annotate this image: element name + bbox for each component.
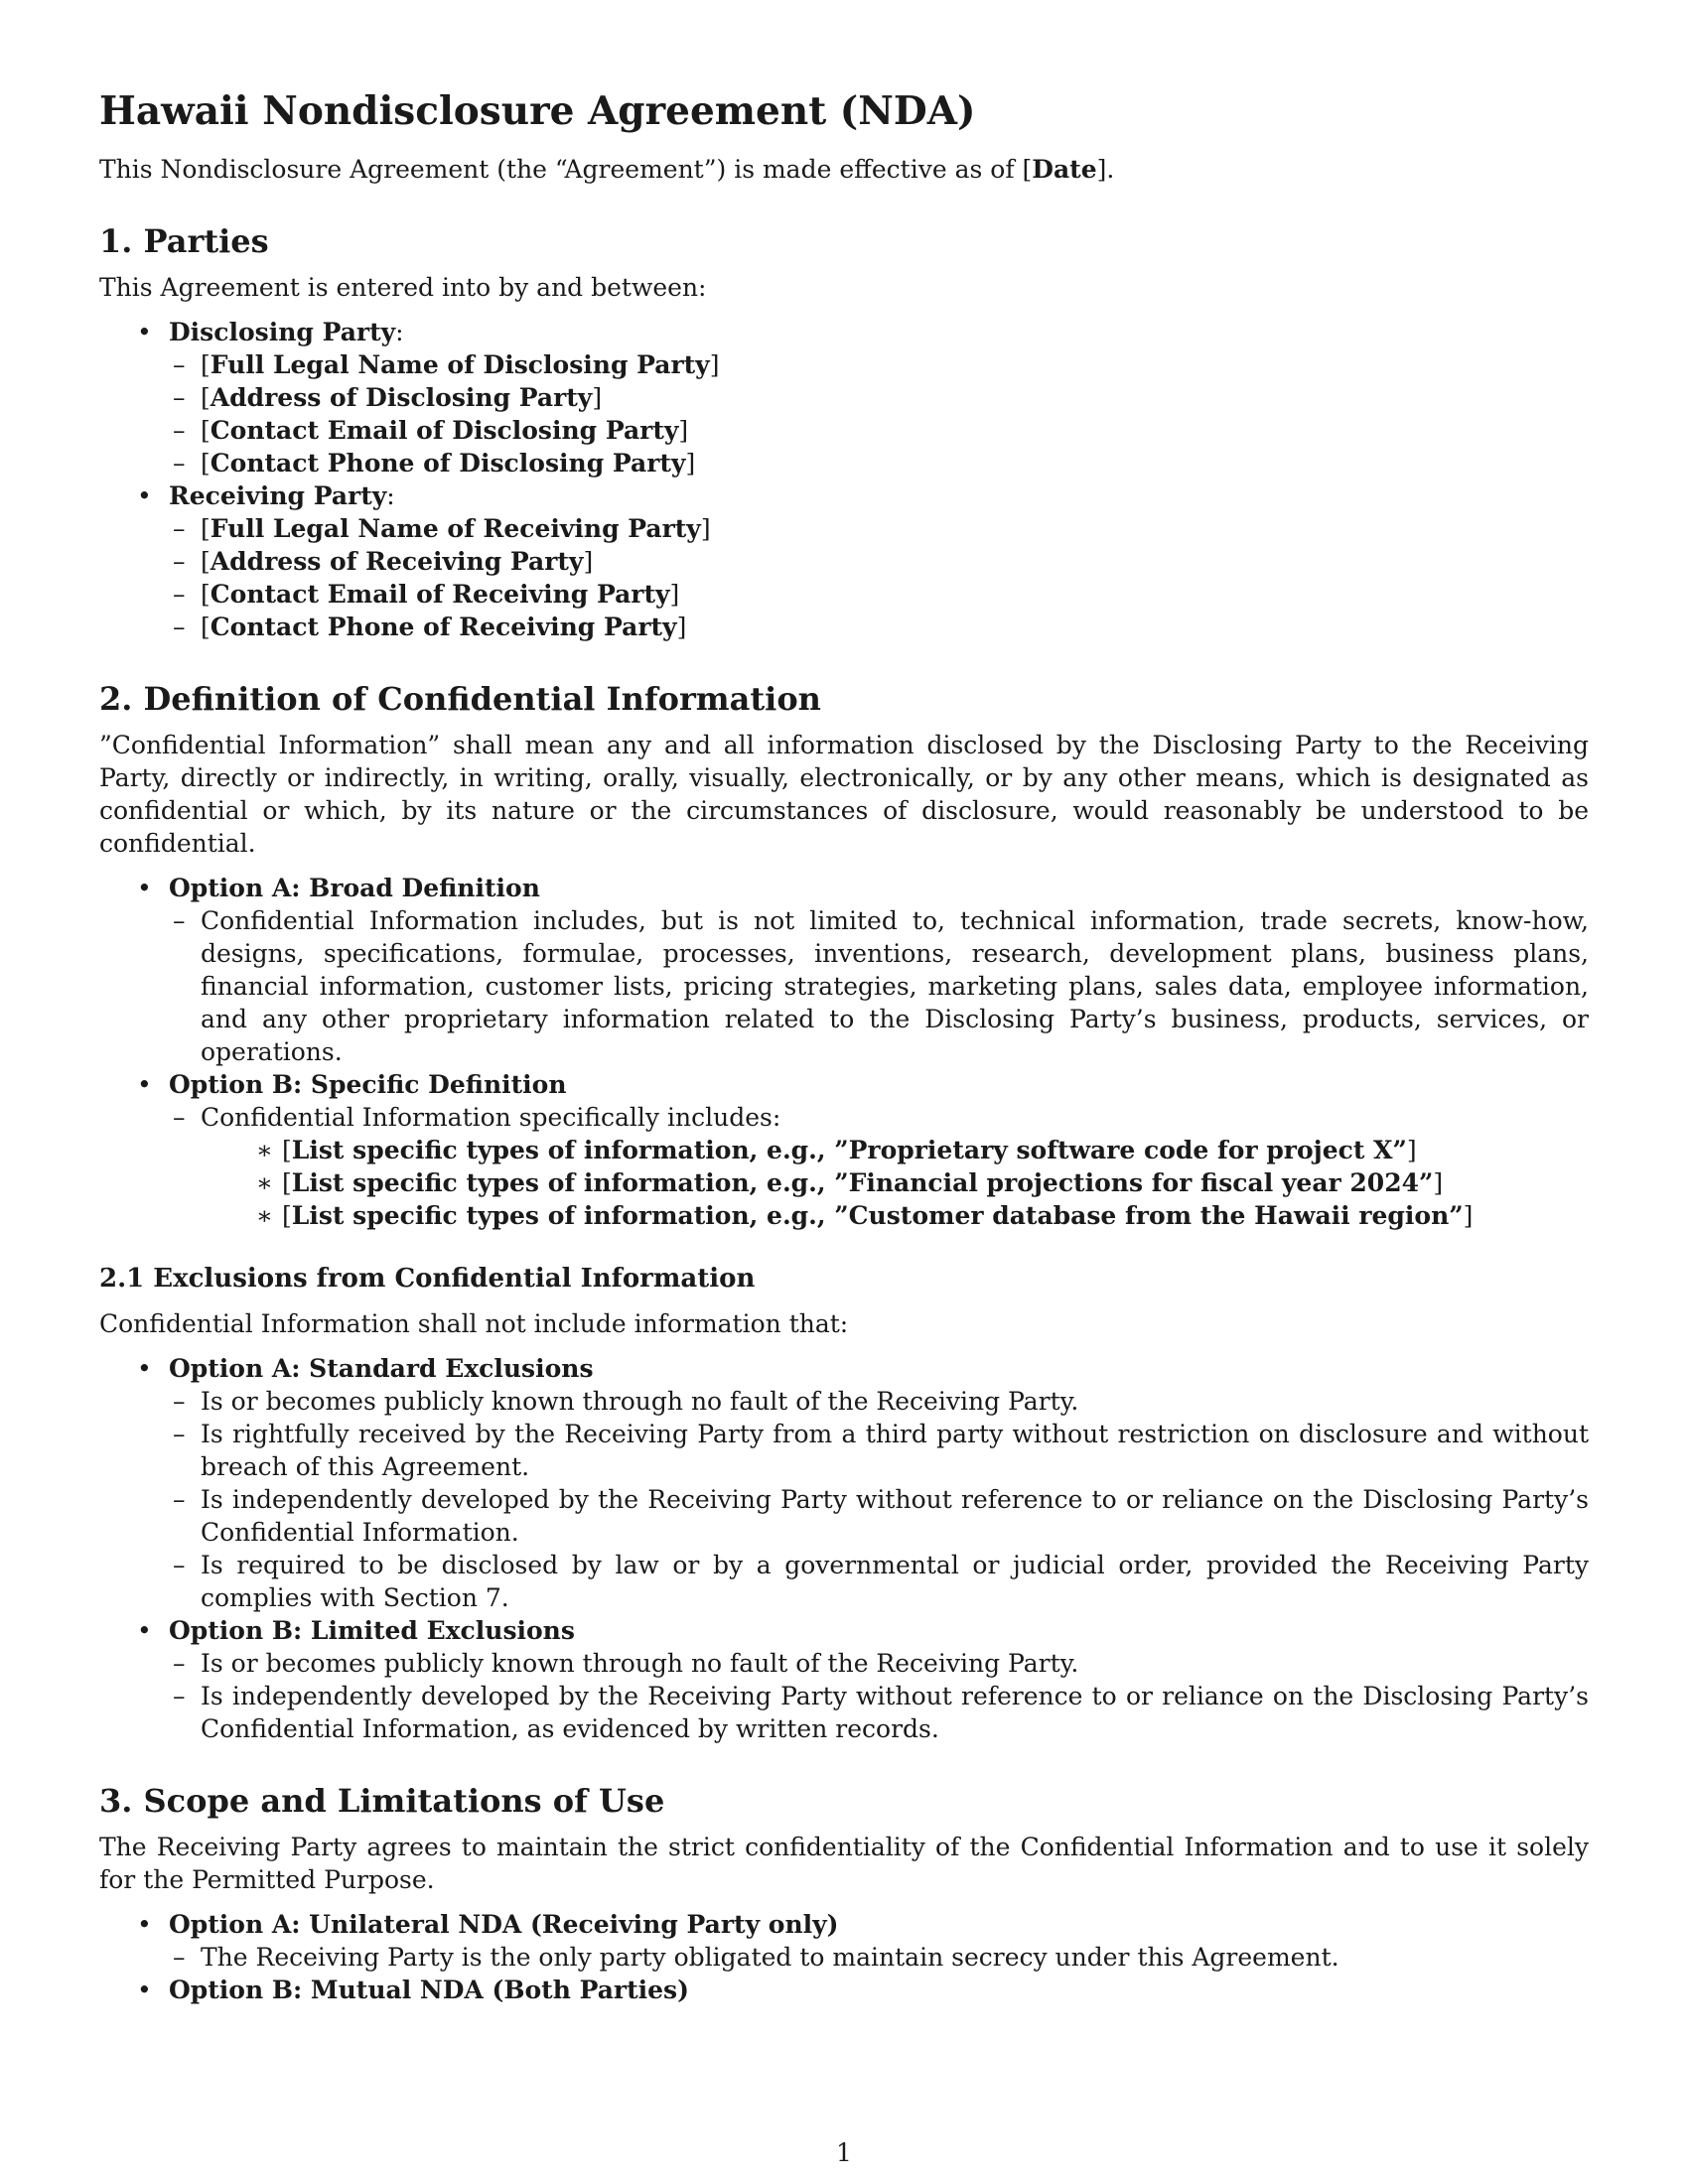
option-label: Option A: Unilateral NDA (Receiving Party only) [169,1910,839,1939]
list-item: • Receiving Party: – [Full Legal Name of Receiving Party] – [Address of Receiving Party] – [Contact Email of Receiving Party] – [Contact Phone of Receiving Party] [99,479,1589,643]
option-label: Option A: Standard Exclusions [169,1354,594,1383]
option-label: Option A: Broad Definition [169,874,540,902]
list-item: ∗ [List specific types of information, e.g., ”Proprietary software code for project X”] [201,1134,1589,1166]
placeholder: List specific types of information, e.g., ”Financial projections for fiscal year 2024” [291,1168,1434,1197]
list-item: – Is rightfully received by the Receiving Party from a third party without restriction on disclosure and without breach of this Agreement. [169,1418,1589,1483]
section-2-1-intro: Confidential Information shall not include information that: [99,1309,849,1338]
list-item: – Confidential Information includes, but is not limited to, technical information, trade secrets, know-how, designs, specifications, formulae, processes, inventions, research, development plans, business plans, financial information, customer lists, pricing strategies, marketing plans, sales data, employee information, and any other proprietary information related to the Disclosing Party’s business, products, services, or operations. [169,904,1589,1068]
scope-options-list [99,1908,1589,2006]
date-placeholder: Date [1032,155,1097,184]
list-item: – [Contact Phone of Disclosing Party] [169,447,1589,479]
intro-paragraph: This Nondisclosure Agreement (the “Agreement”) is made effective as of [Date]. [99,155,1115,184]
list-item: • Disclosing Party: – [Full Legal Name of Disclosing Party] – [Address of Disclosing Party] – [Contact Email of Disclosing Party] – [Contact Phone of Disclosing Party] [99,316,1589,479]
list-item [99,1068,1589,1232]
list-item: – [Contact Phone of Receiving Party] [169,611,1589,643]
intro-text: This Nondisclosure Agreement (the “Agreement”) is made effective as of [99,155,1023,184]
section-3-paragraph: The Receiving Party agrees to maintain the strict confidentiality of the Confidential Information and to use it solely for the Permitted Purpose. [99,1833,1589,1894]
receiving-party-label: Receiving Party [169,481,387,510]
option-details [169,1941,1589,1974]
disclosing-party-label: Disclosing Party [169,318,396,346]
list-item [99,1352,1589,1614]
placeholder: Address of Disclosing Party [210,383,593,412]
placeholder: Contact Email of Disclosing Party [210,416,679,445]
placeholder: List specific types of information, e.g., ”Proprietary software code for project X” [291,1136,1407,1164]
list-item: – Is independently developed by the Receiving Party without reference to or reliance on the Disclosing Party’s Confidential Information. [169,1483,1589,1549]
option-details [169,1647,1589,1745]
list-item: – [Contact Email of Disclosing Party] [169,414,1589,447]
placeholder: Full Legal Name of Receiving Party [210,514,701,543]
document-title: Hawaii Nondisclosure Agreement (NDA) [99,88,976,134]
placeholder: Contact Phone of Receiving Party [210,613,677,641]
option-label: Option B: Mutual NDA (Both Parties) [169,1976,689,2004]
list-item: – Is or becomes publicly known through no fault of the Receiving Party. [169,1385,1589,1418]
list-item: – [Full Legal Name of Disclosing Party] [169,348,1589,381]
placeholder: Contact Phone of Disclosing Party [210,449,686,478]
list-item [99,1908,1589,1974]
list-item: ∗ [List specific types of information, e.g., ”Customer database from the Hawaii region”] [201,1199,1589,1232]
disclosing-party-details [169,348,1589,479]
list-item [99,872,1589,1068]
list-item: – [Contact Email of Receiving Party] [169,578,1589,611]
option-label: Option B: Specific Definition [169,1070,567,1099]
list-item: – Is required to be disclosed by law or by a governmental or judicial order, provided the Receiving Party complies with Section 7. [169,1549,1589,1614]
option-label: Option B: Limited Exclusions [169,1616,575,1645]
list-item: – Is or becomes publicly known through no fault of the Receiving Party. [169,1647,1589,1680]
placeholder: Contact Email of Receiving Party [210,580,670,609]
section-3-heading: 3. Scope and Limitations of Use [99,1782,665,1820]
section-1-intro: This Agreement is entered into by and between: [99,273,707,302]
placeholder: Address of Receiving Party [210,547,584,576]
section-2-heading: 2. Definition of Confidential Information [99,680,821,718]
list-item: – [Address of Receiving Party] [169,545,1589,578]
parties-list [99,316,1589,643]
document-page [99,87,1589,2016]
section-2-paragraph: ”Confidential Information” shall mean any and all information disclosed by the Disclosing Party to the Receiving Party, directly or indirectly, in writing, orally, visually, electronically, or by any other means, which is designated as confidential or which, by its nature or the circumstances of disclosure, would reasonably be understood to be confidential. [99,731,1589,858]
option-details [169,904,1589,1068]
placeholder: Full Legal Name of Disclosing Party [210,350,710,379]
specific-types-list [201,1134,1589,1232]
exclusion-options-list [99,1352,1589,1745]
receiving-party-details [169,512,1589,643]
list-item: – Is independently developed by the Receiving Party without reference to or reliance on the Disclosing Party’s Confidential Information, as evidenced by written records. [169,1680,1589,1745]
option-details [169,1385,1589,1614]
list-item [99,1974,1589,2006]
list-item: ∗ [List specific types of information, e.g., ”Financial projections for fiscal year 2024”] [201,1166,1589,1199]
option-details [169,1101,1589,1232]
definition-options-list [99,872,1589,1232]
list-item: – [Address of Disclosing Party] [169,381,1589,414]
list-item [169,1101,1589,1232]
list-item: – The Receiving Party is the only party obligated to maintain secrecy under this Agreement. [169,1941,1589,1974]
intro-suffix: . [1106,155,1115,184]
option-text: Confidential Information specifically includes: [201,1103,781,1132]
placeholder: List specific types of information, e.g., ”Customer database from the Hawaii region” [291,1201,1464,1230]
page-number: 1 [836,2138,852,2167]
section-1-heading: 1. Parties [99,222,269,260]
list-item: – [Full Legal Name of Receiving Party] [169,512,1589,545]
list-item [99,1614,1589,1745]
section-2-1-heading: 2.1 Exclusions from Confidential Information [99,1264,756,1294]
